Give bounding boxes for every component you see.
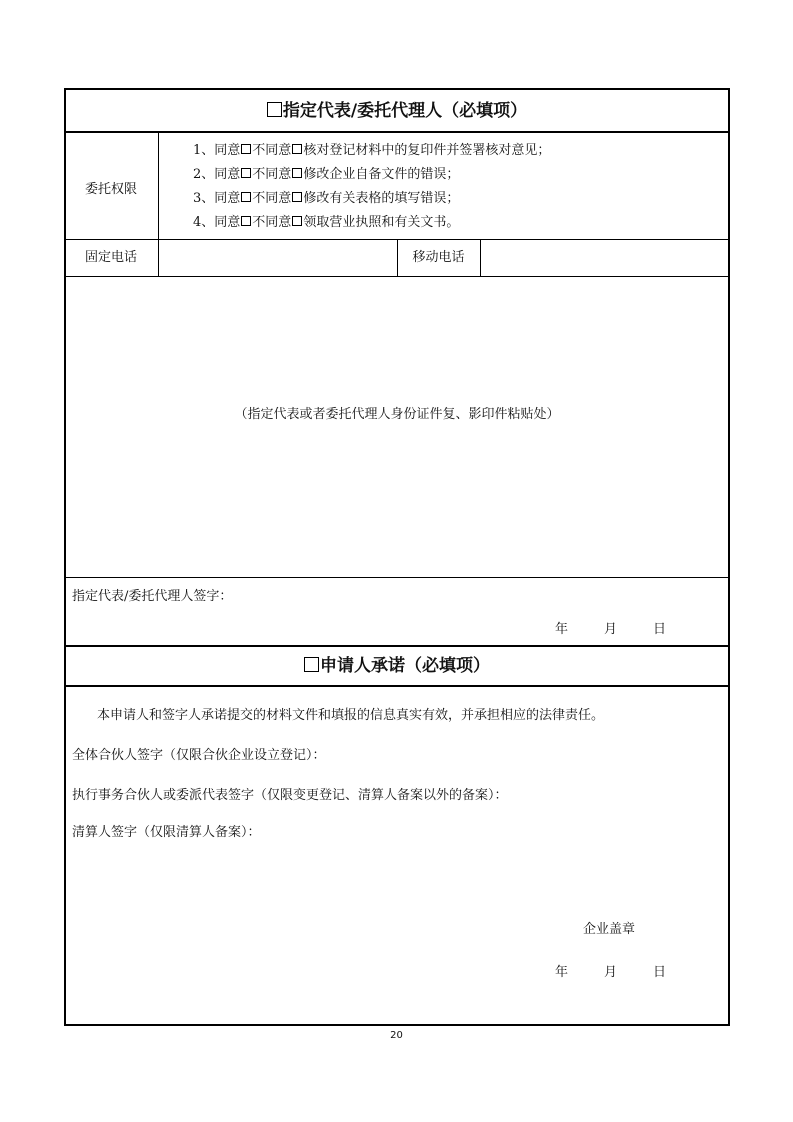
rule-below-agent-title <box>64 131 730 133</box>
authority-text: 核对登记材料中的复印件并签署核对意见； <box>303 143 551 158</box>
disagree-label: 不同意 <box>252 167 292 182</box>
checkbox-applicant-section[interactable] <box>304 657 319 672</box>
disagree-checkbox[interactable] <box>292 216 302 226</box>
agent-section-title <box>64 101 730 121</box>
agree-label: 同意 <box>214 191 241 206</box>
checkbox-agent-section[interactable] <box>267 102 282 117</box>
rule-above-applicant-title <box>64 645 730 647</box>
agent-signature-label: 指定代表/委托代理人签字： <box>72 589 233 604</box>
liquidator-sign-label: 清算人签字（仅限清算人备案）： <box>72 825 261 840</box>
agree-checkbox[interactable] <box>241 168 251 178</box>
disagree-label: 不同意 <box>252 143 292 158</box>
all-partners-sign-label: 全体合伙人签字（仅限合伙企业设立登记）： <box>72 748 326 763</box>
applicant-section-title-text: 申请人承诺（必填项） <box>320 656 490 676</box>
disagree-label: 不同意 <box>252 191 292 206</box>
authority-num: 3、 <box>193 191 215 206</box>
authority-text: 领取营业执照和有关文书。 <box>303 215 460 230</box>
landline-field[interactable] <box>160 241 396 275</box>
authority-item <box>193 167 459 183</box>
authority-item <box>193 143 550 159</box>
applicant-date-year: 年 <box>555 965 569 980</box>
agent-date-year: 年 <box>555 622 569 637</box>
agent-date-day: 日 <box>653 622 667 637</box>
rule-below-applicant-title <box>64 685 730 687</box>
disagree-label: 不同意 <box>252 215 292 230</box>
disagree-checkbox[interactable] <box>292 192 302 202</box>
rule-authority-divider <box>158 131 159 276</box>
agent-date-month: 月 <box>604 622 618 637</box>
pledge-text: 本申请人和签字人承诺提交的材料文件和填报的信息真实有效，并承担相应的法律责任。 <box>97 708 605 723</box>
rule-phone-divider-2 <box>480 239 481 276</box>
applicant-section-title <box>64 656 730 676</box>
authority-num: 1、 <box>193 143 215 158</box>
id-copy-placeholder: （指定代表或者委托代理人身份证件复、影印件粘贴处） <box>234 407 560 422</box>
page-number: 20 <box>390 1030 403 1041</box>
company-seal-label: 企业盖章 <box>583 922 636 937</box>
executive-partner-sign-label: 执行事务合伙人或委派代表签字（仅限变更登记、清算人备案以外的备案）： <box>72 788 508 803</box>
authority-num: 4、 <box>193 215 215 230</box>
authority-item <box>193 191 459 207</box>
agree-checkbox[interactable] <box>241 144 251 154</box>
agree-label: 同意 <box>214 215 241 230</box>
agree-checkbox[interactable] <box>241 216 251 226</box>
authority-item <box>193 215 459 231</box>
authority-text: 修改有关表格的填写错误； <box>303 191 460 206</box>
agree-checkbox[interactable] <box>241 192 251 202</box>
mobile-field[interactable] <box>482 241 728 275</box>
applicant-date-day: 日 <box>653 965 667 980</box>
applicant-date-month: 月 <box>604 965 618 980</box>
agree-label: 同意 <box>214 143 241 158</box>
rule-below-id-area <box>64 577 730 578</box>
disagree-checkbox[interactable] <box>292 144 302 154</box>
agree-label: 同意 <box>214 167 241 182</box>
authority-label: 委托权限 <box>84 182 137 197</box>
landline-label: 固定电话 <box>84 250 137 265</box>
rule-below-phone <box>64 276 730 277</box>
disagree-checkbox[interactable] <box>292 168 302 178</box>
mobile-label: 移动电话 <box>412 250 465 265</box>
authority-num: 2、 <box>193 167 215 182</box>
authority-text: 修改企业自备文件的错误； <box>303 167 460 182</box>
agent-section-title-text: 指定代表/委托代理人（必填项） <box>282 101 528 121</box>
